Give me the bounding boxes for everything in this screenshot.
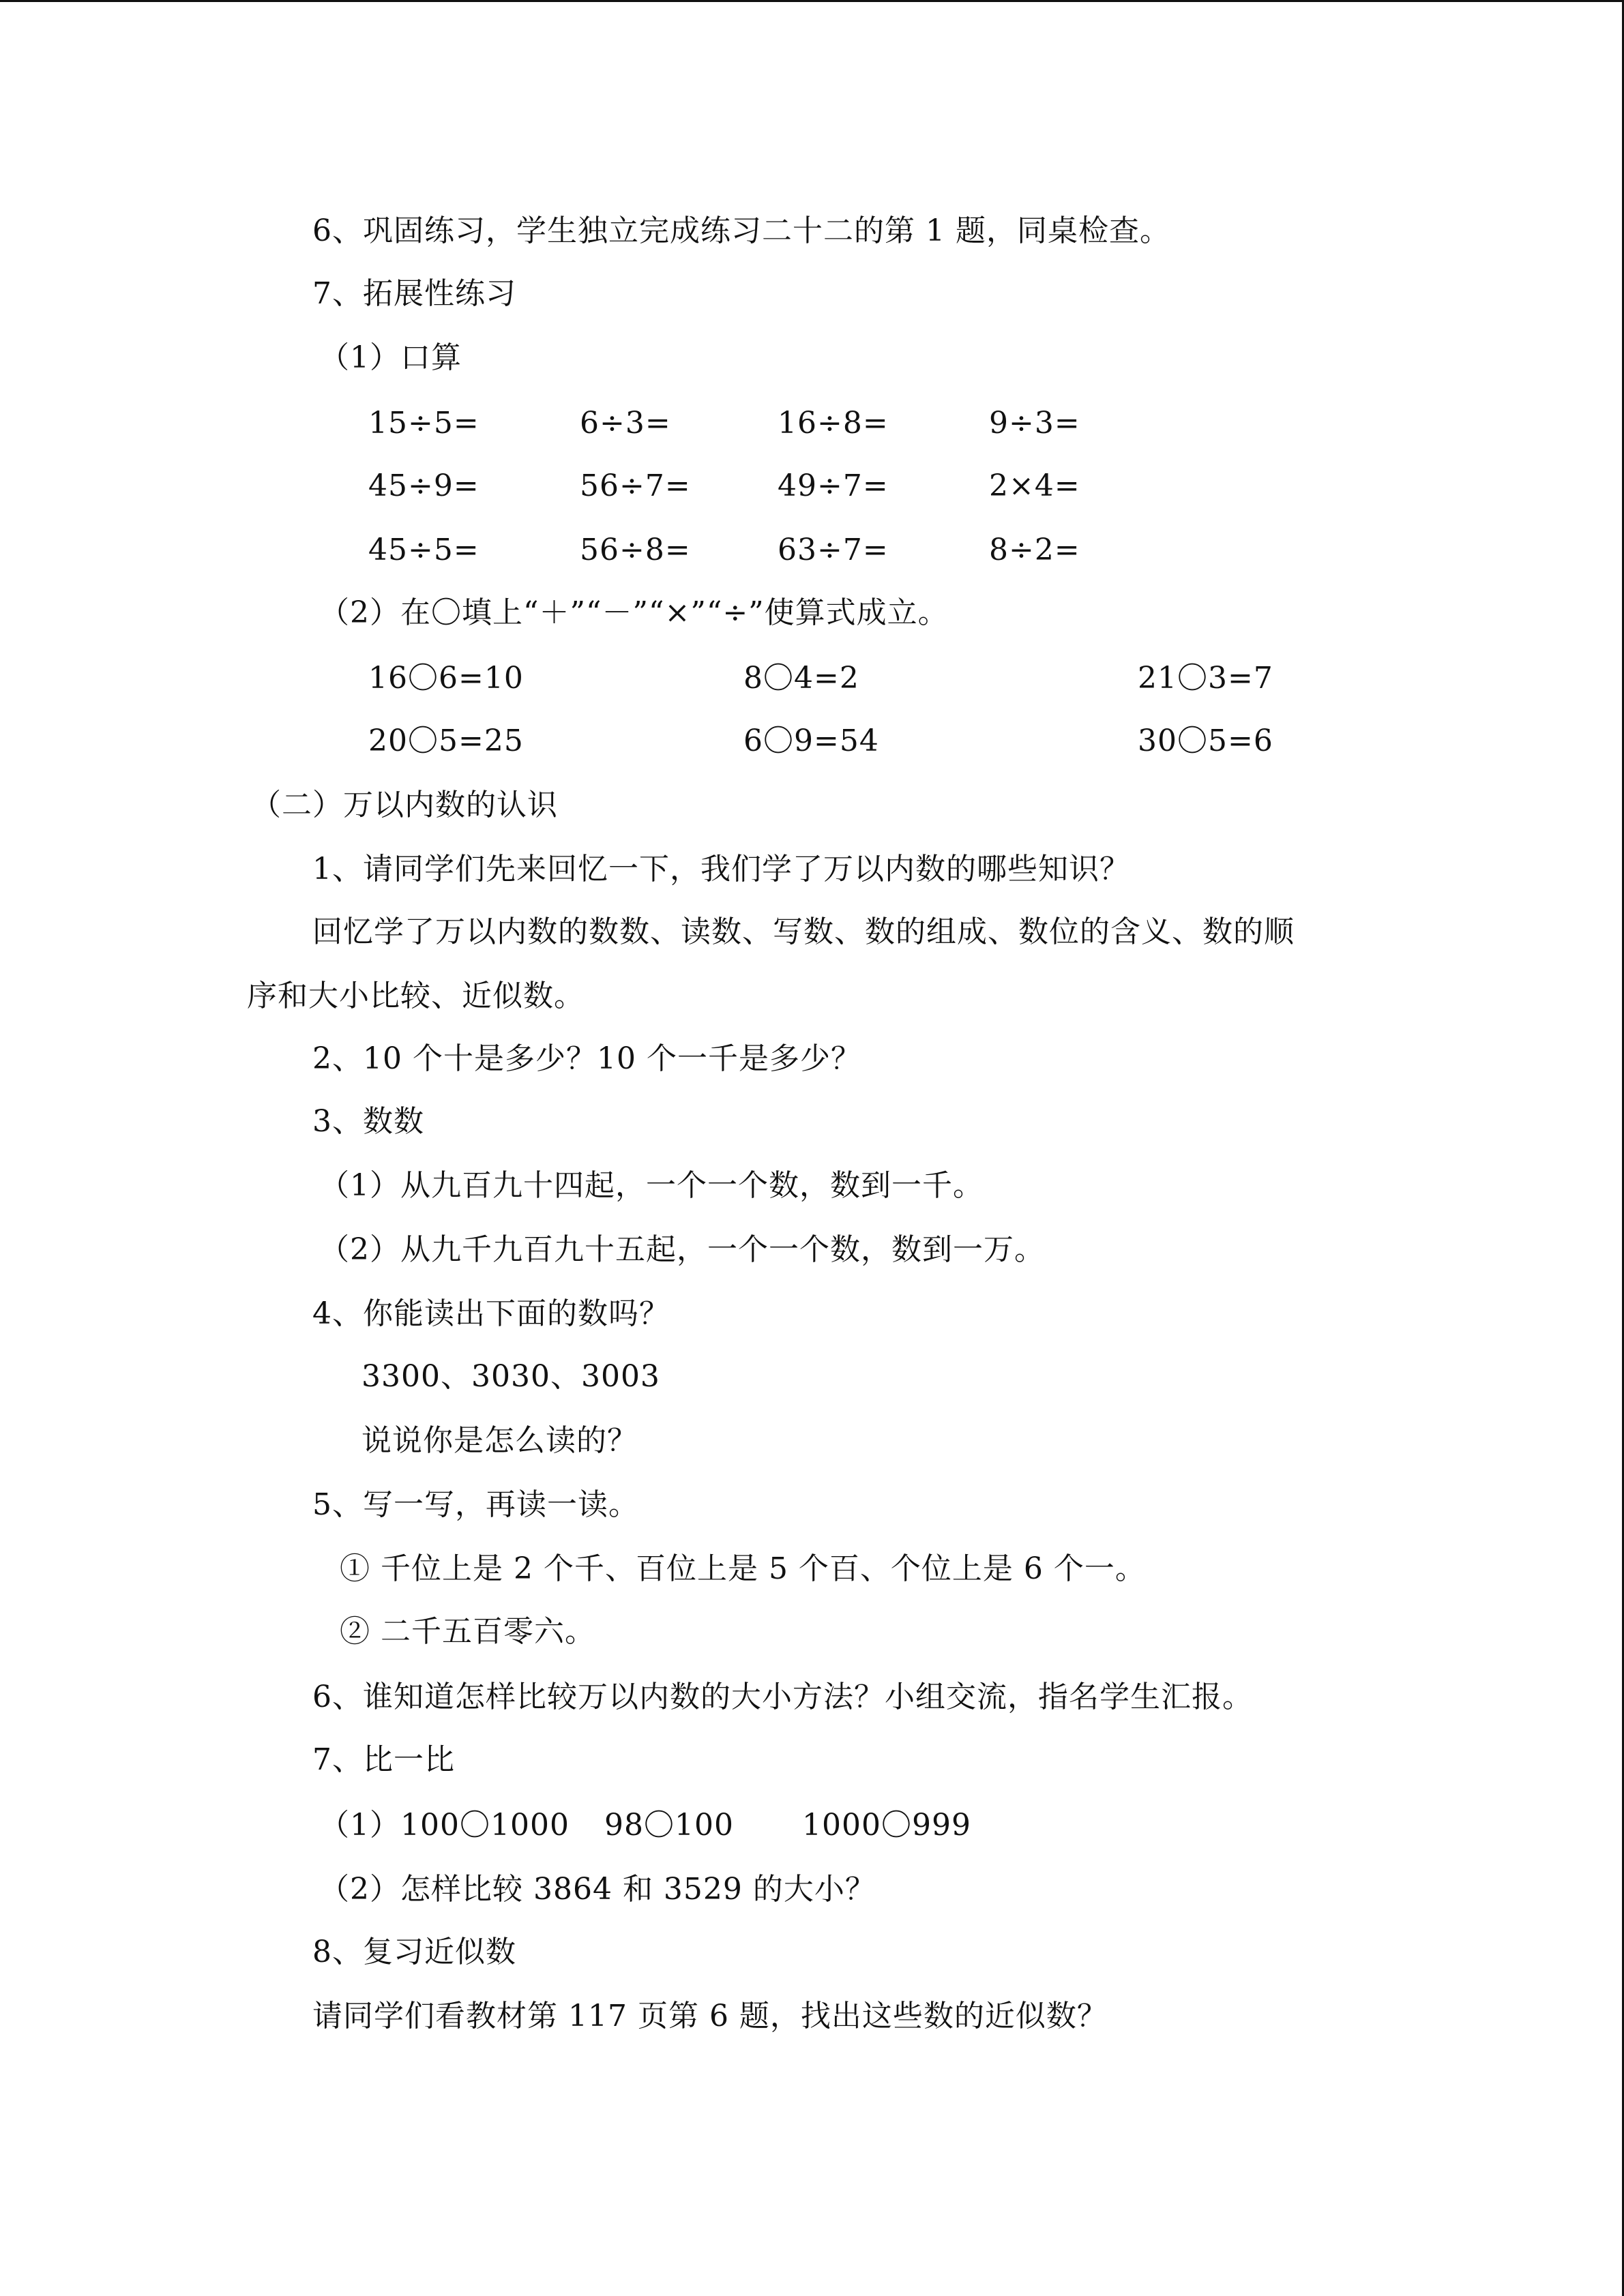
oral-question: 56÷8= [580,533,691,567]
oral-question: 9÷3= [989,406,1080,441]
paragraph: 说说你是怎么读的？ [361,1423,638,1458]
paragraph: 3300、3030、3003 [361,1359,660,1394]
paragraph: 7、比一比 [312,1742,455,1777]
paragraph: 1、请同学们先来回忆一下，我们学了万以内数的哪些知识？ [312,852,1130,886]
compare-question: 98〇100 [604,1808,734,1843]
paragraph: 2、10 个十是多少？10 个一千是多少？ [312,1041,861,1076]
oral-question: 45÷5= [368,533,479,567]
section-heading: （二）万以内数的认识 [251,788,558,822]
paragraph: ① 千位上是 2 个千、百位上是 5 个百、个位上是 6 个一。 [340,1551,1146,1586]
paragraph: 4、你能读出下面的数吗？ [312,1296,670,1331]
compare-question: 1000〇999 [802,1808,971,1843]
compare-question: （1）100〇1000 [319,1808,570,1843]
sub-1-oral-calc: （1）口算 [319,340,462,375]
paragraph: ② 二千五百零六。 [340,1614,595,1649]
paragraph: 序和大小比较、近似数。 [247,979,585,1013]
oral-question: 49÷7= [778,468,889,503]
paragraph: 回忆学了万以内数的数数、读数、写数、数的组成、数位的含义、数的顺 [312,914,1295,949]
oral-question: 63÷7= [778,533,889,567]
oral-question: 2×4= [989,468,1080,503]
fill-question: 16〇6=10 [368,661,524,696]
paragraph: 3、数数 [312,1104,424,1139]
fill-question: 20〇5=25 [368,724,524,758]
paragraph: 5、写一写，再读一读。 [312,1487,639,1522]
paragraph: 请同学们看教材第 117 页第 6 题，找出这些数的近似数？ [312,1999,1108,2033]
paragraph: （2）怎样比较 3864 和 3529 的大小？ [319,1872,876,1907]
paragraph: 6、谁知道怎样比较万以内数的大小方法？小组交流，指名学生汇报。 [312,1680,1253,1714]
oral-question: 16÷8= [778,406,889,441]
sub-2-fill-operators: （2）在〇填上“＋”“－”“×”“÷”使算式成立。 [319,595,949,630]
oral-question: 8÷2= [989,533,1080,567]
item-7-extension: 7、拓展性练习 [312,276,516,311]
paragraph: 8、复习近似数 [312,1935,516,1969]
oral-question: 56÷7= [580,468,691,503]
oral-question: 15÷5= [368,406,479,441]
fill-question: 30〇5=6 [1138,724,1273,758]
oral-question: 45÷9= [368,468,479,503]
fill-question: 8〇4=2 [743,661,859,696]
fill-question: 6〇9=54 [743,724,879,758]
oral-question: 6÷3= [580,406,671,441]
paragraph: （1）从九百九十四起，一个一个数，数到一千。 [319,1168,984,1203]
paragraph: （2）从九千九百九十五起，一个一个数，数到一万。 [319,1232,1045,1267]
fill-question: 21〇3=7 [1138,661,1273,696]
item-6-consolidation: 6、巩固练习，学生独立完成练习二十二的第 1 题，同桌检查。 [312,213,1170,248]
